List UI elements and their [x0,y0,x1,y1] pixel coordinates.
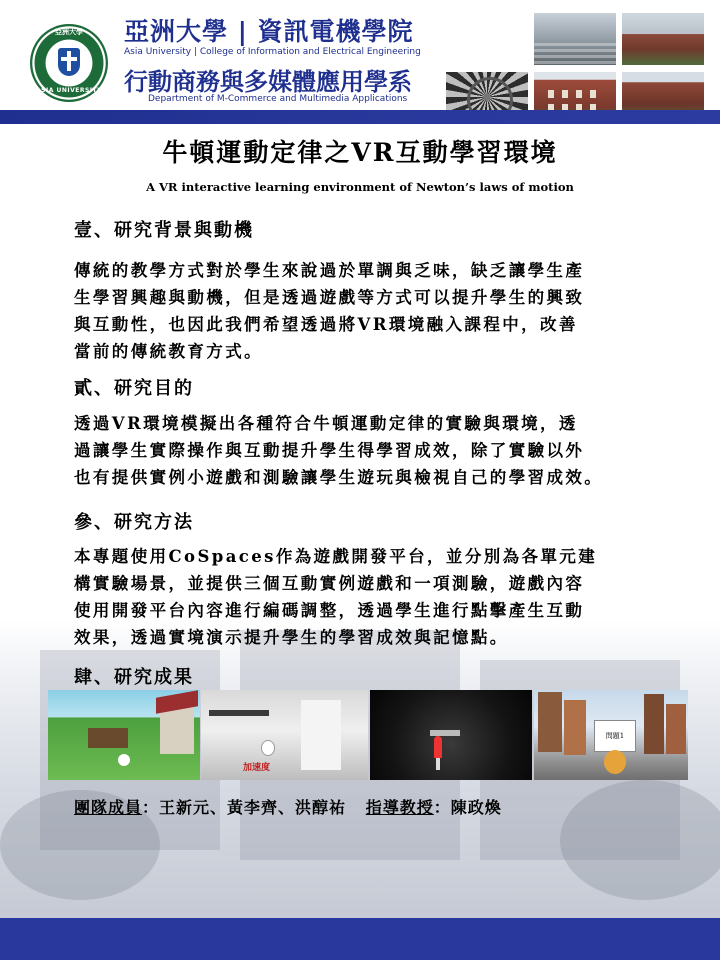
campus-photo-stairs [534,13,616,65]
university-title: 亞洲大學 | 資訊電機學院 [124,17,414,46]
university-logo [30,24,108,102]
university-subtitle: Asia University | College of Information and Electrical Engineering [124,47,421,57]
advisor-name: ：陳政煥 [433,798,502,817]
section-heading-results: 肆、研究成果 [74,667,194,688]
campus-photo-building [622,13,704,65]
members-names: ：王新元、黃李齊、洪醇祐 [142,798,347,817]
screenshot-scene-acceleration [201,690,368,780]
poster-subtitle: A VR interactive learning environment of Newton’s laws of motion [146,180,574,194]
quiz-sign: 問題1 [594,720,636,752]
logo-text-bottom: ASIA UNIVERSITY [36,87,102,94]
section-heading-background: 壹、研究背景與動機 [74,220,254,241]
section-text-method: 本專題使用CoSpaces作為遊戲開發平台，並分別為各單元建 構實驗場景，並提供三個互動實例遊戲和一項測驗，遊戲內容 使用開發平台內容進行編碼調整，透過學生進行點擊產生互動 效果，透過實境演示提升學生的學習成效與記憶點。 [74,547,598,647]
footer-bar [0,918,720,960]
team-credits [74,795,502,818]
logo-text-top: 亞洲大學 [55,28,83,36]
section-text-purpose: 透過VR環境模擬出各種符合牛頓運動定律的實驗與環境，透 過讓學生實際操作與互動提升學生得學習成效，除了實驗以外 也有提供實例小遊戲和測驗讓學生遊玩與檢視自己的學習成效。 [74,414,604,487]
section-heading-method: 參、研究方法 [74,512,194,533]
cross-icon [67,51,71,71]
screenshot-scene-city-quiz [534,690,688,780]
screenshot-scene-rocket [370,690,532,780]
members-label: 團隊成員 [74,798,143,817]
screenshot-caption: 加速度 [243,763,271,773]
department-subtitle: Department of M-Commerce and Multimedia Applications [148,94,408,104]
results-screenshots [48,690,688,780]
section-heading-purpose: 貳、研究目的 [74,378,194,399]
section-text-background: 傳統的教學方式對於學生來說過於單調與乏味，缺乏讓學生產 生學習興趣與動機，但是透過遊戲等方式可以提升學生的興致 與互動性，也因此我們希望透過將VR環境融入課程中，改善 當前的傳統教育方式。 [74,261,585,361]
header-bar [0,110,720,124]
header [0,0,720,118]
screenshot-scene-church [48,690,200,780]
advisor-label: 指導教授 [365,798,434,817]
department-title: 行動商務與多媒體應用學系 [124,68,412,96]
poster-title: 牛頓運動定律之VR互動學習環境 [162,138,558,167]
